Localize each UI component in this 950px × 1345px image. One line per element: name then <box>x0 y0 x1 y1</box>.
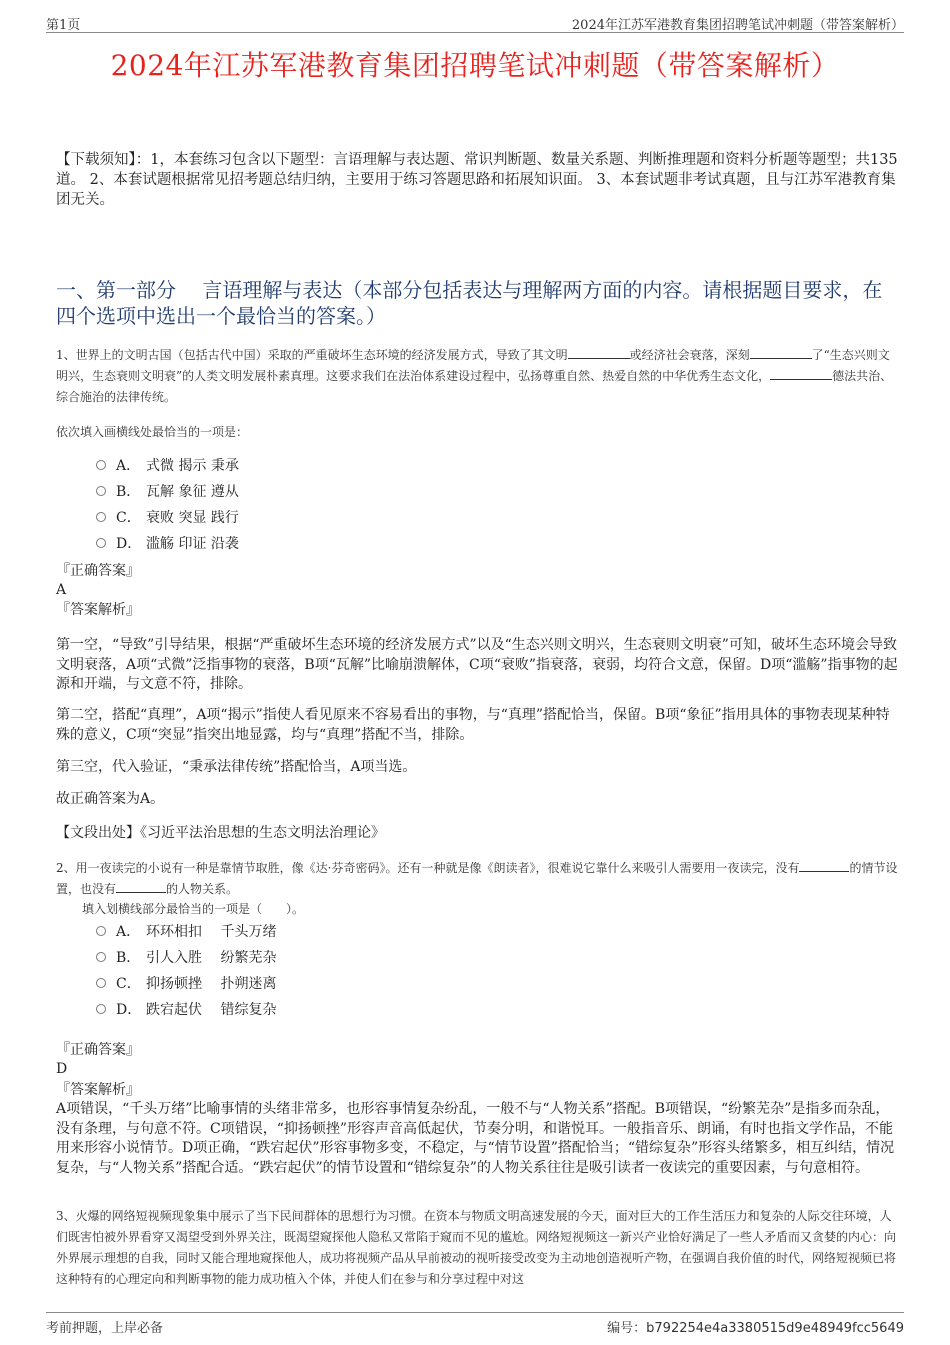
footer-slogan: 考前押题，上岸必备 <box>46 1321 164 1336</box>
q1-stem-part-d: 德法共治、综合施治的法律传统。 <box>56 369 893 404</box>
q1-stem-part-c: 了“生态兴则文明兴，生态衰则文明衰”的人类文明发展朴素真理。这要求我们在法治体系建设过程中，弘扬尊重自然、热爱自然的中华优秀生态文化， <box>56 348 890 383</box>
q2-analysis-label: 『答案解析』 <box>56 1082 140 1098</box>
option-b[interactable] <box>96 479 239 505</box>
download-notice: 【下载须知】：1，本套练习包含以下题型：言语理解与表达题、常识判断题、数量关系题、判断推理题和资料分析题等题型；共135道。 2、本套试题根据常见招考题总结归纳，主要用于练习答题思路和拓展知识面。 3、本套试题非考试真题，且与江苏军港教育集团无关。 <box>56 152 898 208</box>
q2-answer-label: 『正确答案』 <box>56 1042 140 1058</box>
option-text: 滥觞 印证 沿袭 <box>146 536 239 552</box>
option-text: 式微 揭示 秉承 <box>146 458 239 474</box>
fill-blank-2 <box>116 880 166 893</box>
q2-stem-part-c: 的人物关系。 <box>166 882 239 896</box>
q2-analysis: A项错误，“千头万绪”比喻事情的头绪非常多，也形容事情复杂纷乱，一般不与“人物关系”搭配。B项错误，“纷繁芜杂”是指多而杂乱，没有条理，与句意不符。C项错误，“抑扬顿挫”形容声音高低起伏，节奏分明，和谐悦耳。一般指音乐、朗诵，有时也指文学作品，不能用来形容小说情节。D项正确，“跌宕起伏”形容事物多变，不稳定，与“情节设置”搭配恰当；“错综复杂”形容头绪繁多，相互纠结，情况复杂，与“人物关系”搭配合适。“跌宕起伏”的情节设置和“错综复杂”的人物关系往往是吸引读者一夜读完的重要因素，与句意相符。 <box>56 1101 895 1176</box>
question-2-prompt: 填入划横线部分最恰当的一项是（ ）。 <box>82 902 305 916</box>
header-document-title: 2024年江苏军港教育集团招聘笔试冲刺题（带答案解析） <box>571 18 904 33</box>
q1-stem-part-b: 或经济社会衰落，深刻 <box>629 348 750 362</box>
document-title: 2024年江苏军港教育集团招聘笔试冲刺题（带答案解析） <box>110 49 840 82</box>
radio-icon[interactable] <box>96 952 106 962</box>
q2-stem-part-a: 2、用一夜读完的小说有一种是靠情节取胜，像《达·芬奇密码》。还有一种就是像《朗读者》，很难说它靠什么来吸引人需要用一夜读完，没有 <box>56 861 800 875</box>
radio-icon[interactable] <box>96 512 106 522</box>
q1-analysis-paragraph-1: 第一空，“导致”引导结果，根据“严重破坏生态环境的经济发展方式”以及“生态兴则文明兴，生态衰则文明衰”可知，破坏生态环境会导致文明衰落，A项“式微”泛指事物的衰落，B项“瓦解”比喻崩溃解体，C项“衰败”指衰落，衰弱，均符合文意，保留。D项“滥觞”指事物的起源和开端，与文意不符，排除。 <box>56 637 898 692</box>
radio-icon[interactable] <box>96 538 106 548</box>
q1-analysis-paragraph-3: 第三空，代入验证，“秉承法律传统”搭配恰当，A项当选。 <box>56 759 417 775</box>
header-page-number: 第1页 <box>46 18 81 33</box>
q1-answer-label: 『正确答案』 <box>56 563 140 579</box>
option-letter: C． <box>116 510 141 526</box>
option-a[interactable] <box>96 919 276 945</box>
question-2-stem <box>56 858 900 900</box>
option-letter: A． <box>116 924 141 940</box>
fill-blank-2 <box>750 346 812 359</box>
radio-icon[interactable] <box>96 1004 106 1014</box>
option-letter: B． <box>116 484 141 500</box>
q1-source: 【文段出处】《习近平法治思想的生态文明法治理论》 <box>56 825 385 841</box>
footer-document-id: 编号：b792254e4a3380515d9e48949fcc5649 <box>607 1321 904 1336</box>
radio-icon[interactable] <box>96 486 106 496</box>
option-text: 跌宕起伏 错综复杂 <box>146 1002 277 1018</box>
option-text: 引人入胜 纷繁芜杂 <box>146 950 277 966</box>
q1-stem-part-a: 1、世界上的文明古国（包括古代中国）采取的严重破坏生态环境的经济发展方式，导致了其文明 <box>56 348 568 362</box>
q1-analysis-paragraph-4: 故正确答案为A。 <box>56 791 165 807</box>
option-c[interactable] <box>96 505 239 531</box>
section-heading: 一、第一部分 言语理解与表达（本部分包括表达与理解两方面的内容。请根据题目要求，在四个选项中选出一个最恰当的答案。） <box>56 278 883 328</box>
q1-analysis-label: 『答案解析』 <box>56 602 140 618</box>
radio-icon[interactable] <box>96 978 106 988</box>
option-c[interactable] <box>96 971 276 997</box>
fill-blank-3 <box>770 367 832 380</box>
q2-answer: D <box>56 1061 68 1077</box>
option-d[interactable] <box>96 997 276 1023</box>
option-text: 瓦解 象征 遵从 <box>146 484 239 500</box>
option-letter: B． <box>116 950 141 966</box>
option-text: 环环相扣 千头万绪 <box>146 924 277 940</box>
option-b[interactable] <box>96 945 276 971</box>
radio-icon[interactable] <box>96 460 106 470</box>
question-1-prompt: 依次填入画横线处最恰当的一项是： <box>56 425 249 439</box>
question-2-options <box>96 919 276 1023</box>
fill-blank-1 <box>799 859 849 872</box>
question-3-stem: 3、火爆的网络短视频现象集中展示了当下民间群体的思想行为习惯。在资本与物质文明高速发展的今天，面对巨大的工作生活压力和复杂的人际交往环境，人们既害怕被外界看穿又渴望受到外界关注，既渴望窥探他人隐私又常陷于窥而不见的尴尬。网络短视频这一新兴产业恰好满足了一些人矛盾而又贪婪的内心：向外界展示理想的自我，同时又能合理地窥探他人，成功将视频产品从早前被动的视听接受改变为主动地创造视听产物，在强调自我价值的时代，网络短视频已将这种特有的心理定向和判断事物的能力成功植入个体，并使人们在参与和分享过程中对这 <box>56 1209 897 1286</box>
option-letter: C． <box>116 976 141 992</box>
q1-answer: A <box>56 582 67 598</box>
option-text: 抑扬顿挫 扑朔迷离 <box>146 976 277 992</box>
question-1-stem <box>56 345 900 408</box>
option-d[interactable] <box>96 531 239 557</box>
question-1-options <box>96 453 239 557</box>
q1-analysis-paragraph-2: 第二空，搭配“真理”，A项“揭示”指使人看见原来不容易看出的事物，与“真理”搭配恰当，保留。B项“象征”指用具体的事物表现某种特殊的意义，C项“突显”指突出地显露，均与“真理”搭配不当，排除。 <box>56 707 890 743</box>
page-header <box>46 12 904 33</box>
option-letter: A． <box>116 458 141 474</box>
fill-blank-1 <box>568 346 630 359</box>
option-letter: D． <box>116 1002 142 1018</box>
option-letter: D． <box>116 536 142 552</box>
option-a[interactable] <box>96 453 239 479</box>
option-text: 衰败 突显 践行 <box>146 510 239 526</box>
q2-stem-part-b: 的情节设置，也没有 <box>56 861 898 896</box>
radio-icon[interactable] <box>96 926 106 936</box>
page-footer <box>46 1312 904 1335</box>
